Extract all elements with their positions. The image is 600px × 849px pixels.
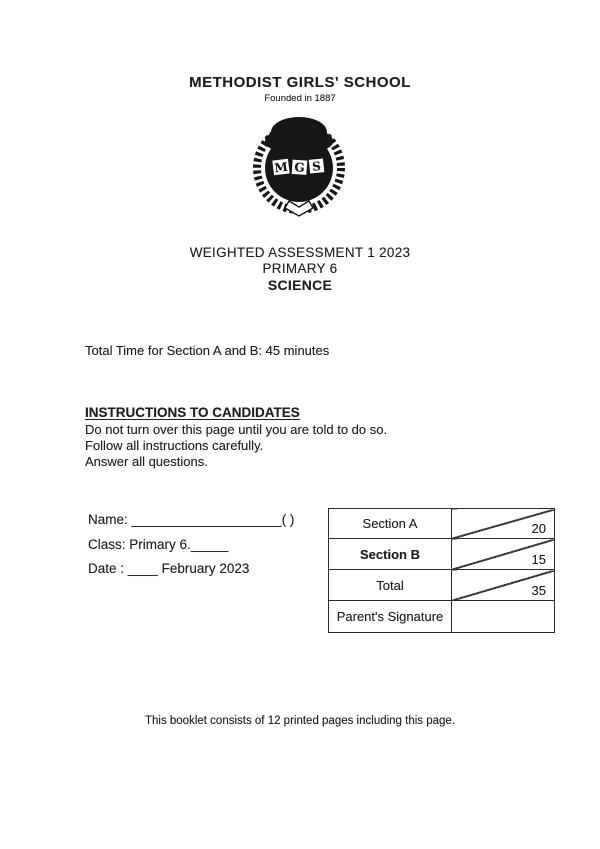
date-field xyxy=(88,561,249,576)
instruction-line: Follow all instructions carefully. xyxy=(85,438,264,453)
max-marks-value: 20 xyxy=(531,521,546,536)
marks-score-cell xyxy=(452,539,555,570)
marks-row-label: Total xyxy=(329,570,452,601)
table-row xyxy=(329,601,555,633)
booklet-note: This booklet consists of 12 printed pages including this page. xyxy=(144,715,456,727)
instruction-line: Answer all questions. xyxy=(85,454,208,469)
date-value: February 2023 xyxy=(157,561,250,576)
crest-letter-m: M xyxy=(273,159,289,176)
table-row xyxy=(329,539,555,570)
date-blank-line: ____ xyxy=(127,561,158,576)
marks-row-label: Parent's Signature xyxy=(329,601,452,633)
total-time-text: Total Time for Section A and B: 45 minutes xyxy=(85,343,330,358)
crest-letter-g: G xyxy=(293,160,306,175)
mgs-school-crest-icon xyxy=(251,111,347,219)
max-marks-value: 35 xyxy=(531,583,546,598)
parents-signature-cell xyxy=(452,601,555,633)
name-field xyxy=(88,512,294,527)
class-label: Class: xyxy=(88,537,130,552)
name-label: Name: xyxy=(88,512,132,527)
table-row xyxy=(329,509,555,539)
assessment-title: WEIGHTED ASSESSMENT 1 2023 xyxy=(189,245,411,260)
school-name: METHODIST GIRLS' SCHOOL xyxy=(189,74,411,91)
founded-text: Founded in 1887 xyxy=(264,93,336,104)
max-marks-value: 15 xyxy=(531,552,546,567)
level-title: PRIMARY 6 xyxy=(262,261,338,276)
class-field xyxy=(88,537,228,552)
index-number-brackets: ( ) xyxy=(281,512,295,527)
marks-row-label: Section B xyxy=(329,539,452,570)
name-blank-line: ____________________ xyxy=(131,512,282,527)
marks-table xyxy=(328,508,555,633)
instructions-heading: INSTRUCTIONS TO CANDIDATES xyxy=(85,405,300,420)
marks-score-cell xyxy=(452,509,555,539)
marks-row-label: Section A xyxy=(329,509,452,539)
crest-letter-s: S xyxy=(311,159,322,174)
table-row xyxy=(329,570,555,601)
instruction-line: Do not turn over this page until you are told to do so. xyxy=(85,422,388,437)
marks-score-cell xyxy=(452,570,555,601)
subject-title: SCIENCE xyxy=(267,277,333,293)
class-blank-line: _____ xyxy=(190,537,229,552)
date-label: Date : xyxy=(88,561,128,576)
class-value: Primary 6. xyxy=(129,537,191,552)
